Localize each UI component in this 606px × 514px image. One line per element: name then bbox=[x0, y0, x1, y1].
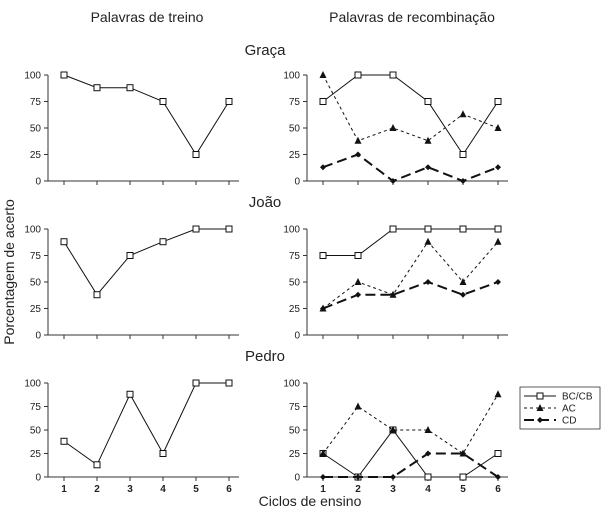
data-point-ac bbox=[425, 238, 432, 245]
data-point-bc bbox=[495, 451, 501, 457]
x-tick-label: 5 bbox=[193, 484, 199, 495]
series-line-ac bbox=[323, 75, 498, 141]
chart-panel bbox=[24, 71, 239, 188]
y-tick-label: 50 bbox=[29, 277, 41, 289]
x-tick-label: 1 bbox=[320, 484, 326, 495]
header-training-words: Palavras de treino bbox=[90, 9, 204, 25]
data-point-bc bbox=[425, 99, 431, 105]
chart-panel bbox=[24, 379, 239, 496]
series-line-bc bbox=[323, 75, 498, 155]
y-tick-label: 0 bbox=[294, 330, 300, 342]
data-point-bc bbox=[425, 226, 431, 232]
data-point-tr bbox=[160, 239, 166, 245]
series-line-tr bbox=[64, 383, 229, 465]
data-point-ac bbox=[390, 124, 397, 131]
legend-label: BC/CB bbox=[562, 391, 593, 403]
participant-name: Graça bbox=[244, 42, 286, 59]
data-point-tr bbox=[127, 391, 133, 397]
series-line-ac bbox=[323, 242, 498, 309]
y-tick-label: 100 bbox=[24, 70, 41, 82]
data-point-tr bbox=[226, 99, 232, 105]
y-tick-label: 50 bbox=[288, 425, 300, 437]
data-point-tr bbox=[127, 253, 133, 259]
data-point-tr bbox=[193, 380, 199, 386]
y-axis-label: Porcentagem de acerto bbox=[1, 199, 17, 345]
y-tick-label: 25 bbox=[288, 150, 300, 161]
y-tick-label: 0 bbox=[35, 330, 41, 342]
data-point-cd bbox=[355, 152, 361, 158]
chart-panels bbox=[24, 42, 508, 495]
data-point-bc bbox=[425, 474, 431, 480]
y-tick-label: 75 bbox=[288, 251, 300, 262]
y-tick-label: 25 bbox=[29, 449, 41, 460]
x-tick-label: 2 bbox=[94, 484, 100, 495]
y-tick-label: 75 bbox=[29, 97, 41, 108]
y-tick-label: 75 bbox=[288, 97, 300, 108]
data-point-tr bbox=[226, 380, 232, 386]
data-point-cd bbox=[320, 164, 326, 170]
x-axis-label: Ciclos de ensino bbox=[258, 493, 362, 509]
y-tick-label: 75 bbox=[29, 402, 41, 413]
data-point-cd bbox=[460, 292, 466, 298]
legend-label: CD bbox=[562, 415, 577, 427]
data-point-tr bbox=[94, 292, 100, 298]
series-line-tr bbox=[64, 229, 229, 295]
x-tick-label: 6 bbox=[495, 484, 501, 495]
y-tick-label: 0 bbox=[35, 176, 41, 188]
y-tick-label: 25 bbox=[29, 304, 41, 315]
x-tick-label: 6 bbox=[226, 484, 232, 495]
series-line-cd bbox=[323, 155, 498, 182]
data-point-bc bbox=[320, 99, 326, 105]
series-line-bc bbox=[323, 229, 498, 256]
y-tick-label: 25 bbox=[288, 304, 300, 315]
y-tick-label: 50 bbox=[288, 123, 300, 135]
series-line-tr bbox=[64, 75, 229, 155]
y-tick-label: 75 bbox=[288, 402, 300, 413]
data-point-cd bbox=[495, 164, 501, 170]
y-tick-label: 75 bbox=[29, 251, 41, 262]
data-point-cd bbox=[425, 279, 431, 285]
series-line-bc bbox=[323, 430, 498, 477]
data-point-ac bbox=[495, 238, 502, 245]
y-tick-label: 100 bbox=[24, 378, 41, 390]
data-point-tr bbox=[94, 462, 100, 468]
x-tick-label: 4 bbox=[160, 484, 166, 495]
chart-panel bbox=[283, 225, 508, 342]
participant-name: João bbox=[248, 194, 282, 211]
data-point-cd bbox=[425, 164, 431, 170]
data-point-tr bbox=[61, 72, 67, 78]
series-line-cd bbox=[323, 454, 498, 478]
data-point-bc bbox=[390, 72, 396, 78]
data-point-tr bbox=[94, 85, 100, 91]
y-tick-label: 100 bbox=[283, 70, 300, 82]
data-point-tr bbox=[226, 226, 232, 232]
data-point-bc bbox=[460, 226, 466, 232]
data-point-ac bbox=[495, 124, 502, 131]
series-line-ac bbox=[323, 394, 498, 453]
data-point-tr bbox=[61, 438, 67, 444]
data-point-tr bbox=[160, 99, 166, 105]
legend-marker-bc bbox=[537, 393, 543, 399]
data-point-tr bbox=[127, 85, 133, 91]
y-tick-label: 50 bbox=[29, 425, 41, 437]
legend bbox=[520, 387, 600, 429]
data-point-tr bbox=[193, 226, 199, 232]
chart-panel bbox=[24, 225, 239, 342]
legend-label: AC bbox=[562, 403, 576, 415]
y-tick-label: 0 bbox=[294, 176, 300, 188]
data-point-cd bbox=[320, 474, 326, 480]
y-tick-label: 25 bbox=[288, 449, 300, 460]
data-point-bc bbox=[355, 253, 361, 259]
series-line-cd bbox=[323, 282, 498, 309]
data-point-bc bbox=[495, 99, 501, 105]
participant-name: Pedro bbox=[244, 348, 286, 365]
data-point-ac bbox=[355, 278, 362, 285]
y-tick-label: 25 bbox=[29, 150, 41, 161]
chart-panel bbox=[283, 379, 508, 496]
y-tick-label: 0 bbox=[35, 472, 41, 484]
data-point-ac bbox=[320, 71, 327, 78]
x-tick-label: 2 bbox=[355, 484, 361, 495]
x-tick-label: 4 bbox=[425, 484, 431, 495]
x-tick-label: 1 bbox=[61, 484, 67, 495]
y-tick-label: 100 bbox=[283, 224, 300, 236]
data-point-bc bbox=[495, 226, 501, 232]
data-point-tr bbox=[160, 451, 166, 457]
data-point-ac bbox=[355, 403, 362, 410]
data-point-bc bbox=[460, 474, 466, 480]
data-point-ac bbox=[355, 137, 362, 144]
y-tick-label: 50 bbox=[29, 123, 41, 135]
data-point-bc bbox=[460, 152, 466, 158]
y-tick-label: 100 bbox=[283, 378, 300, 390]
data-point-cd bbox=[460, 178, 466, 184]
chart-panel bbox=[283, 71, 508, 188]
data-point-tr bbox=[61, 239, 67, 245]
x-tick-label: 3 bbox=[127, 484, 133, 495]
data-point-cd bbox=[495, 279, 501, 285]
data-point-bc bbox=[390, 226, 396, 232]
data-point-cd bbox=[355, 292, 361, 298]
y-tick-label: 0 bbox=[294, 472, 300, 484]
y-tick-label: 50 bbox=[288, 277, 300, 289]
data-point-bc bbox=[355, 72, 361, 78]
x-tick-label: 5 bbox=[460, 484, 466, 495]
data-point-cd bbox=[390, 474, 396, 480]
header-recombination-words: Palavras de recombinação bbox=[329, 9, 495, 25]
y-tick-label: 100 bbox=[24, 224, 41, 236]
data-point-bc bbox=[320, 253, 326, 259]
x-tick-label: 3 bbox=[390, 484, 396, 495]
data-point-ac bbox=[460, 110, 467, 117]
data-point-tr bbox=[193, 152, 199, 158]
data-point-ac bbox=[495, 390, 502, 397]
